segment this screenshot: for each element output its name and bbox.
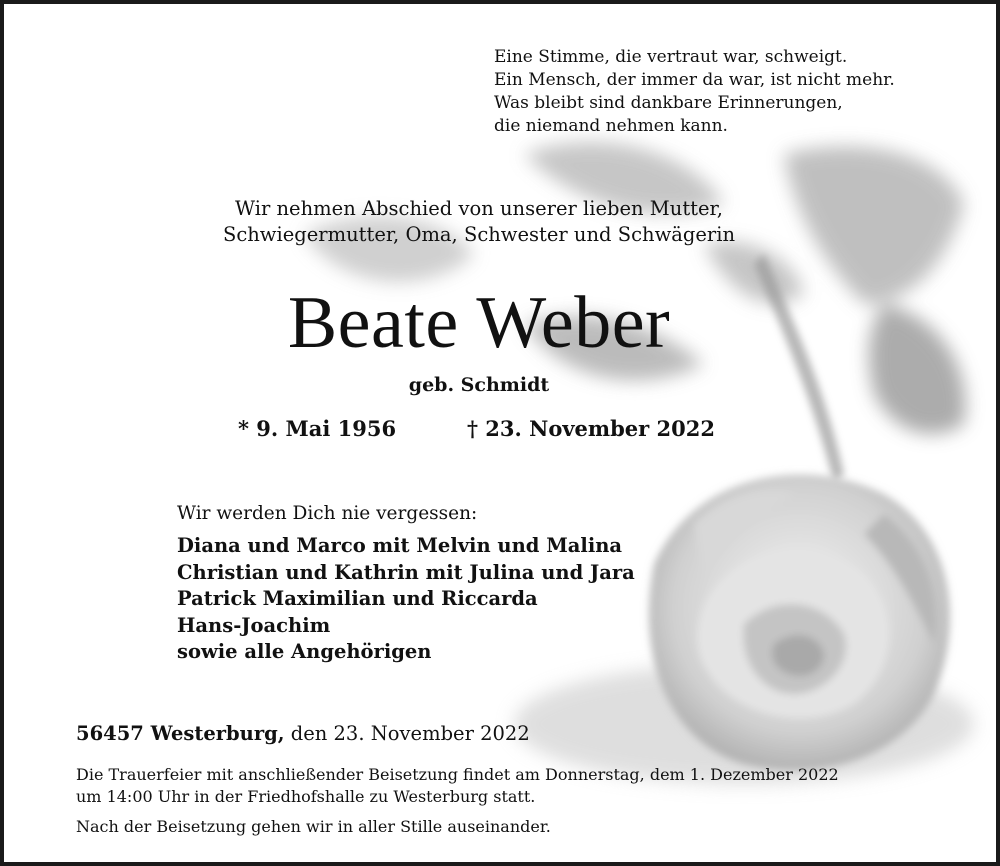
notice-line: Nach der Beisetzung gehen wir in aller Stille auseinander. — [76, 817, 551, 836]
poem-line: Ein Mensch, der immer da war, ist nicht mehr. — [494, 70, 895, 90]
date: den 23. November 2022 — [284, 722, 530, 745]
poem-line: die niemand nehmen kann. — [494, 116, 728, 136]
mourners-list — [177, 533, 635, 666]
mourners-intro: Wir werden Dich nie vergessen: — [177, 503, 478, 524]
funeral-notice — [76, 764, 946, 838]
mourner-entry: sowie alle Angehörigen — [177, 640, 432, 663]
poem-line: Was bleibt sind dankbare Erinnerungen, — [494, 93, 843, 113]
place-and-date — [76, 721, 530, 747]
intro-line: Schwiegermutter, Oma, Schwester und Schwägerin — [222, 223, 736, 246]
mourner-entry: Christian und Kathrin mit Julina und Jara — [177, 560, 635, 584]
poem-line: Eine Stimme, die vertraut war, schweigt. — [494, 47, 848, 67]
memorial-poem — [494, 46, 895, 138]
birth-date: * 9. Mai 1956 — [238, 416, 397, 441]
place: 56457 Westerburg, — [76, 722, 285, 745]
mourner-entry: Diana und Marco mit Melvin und Malina — [177, 534, 623, 557]
maiden-name: geb. Schmidt — [408, 374, 550, 396]
death-date: † 23. November 2022 — [467, 416, 715, 441]
notice-line: um 14:00 Uhr in der Friedhofshalle zu Westerburg statt. — [76, 787, 536, 806]
mourner-entry: Hans-Joachim — [177, 613, 331, 637]
notice-line: Die Trauerfeier mit anschließender Beisetzung findet am Donnerstag, dem 1. Dezember 2022 — [76, 765, 839, 784]
farewell-intro — [4, 196, 954, 248]
deceased-name: Beate Weber — [287, 282, 671, 364]
intro-line: Wir nehmen Abschied von unserer lieben Mutter, — [235, 197, 723, 220]
mourner-entry: Patrick Maximilian und Riccarda — [177, 587, 538, 610]
